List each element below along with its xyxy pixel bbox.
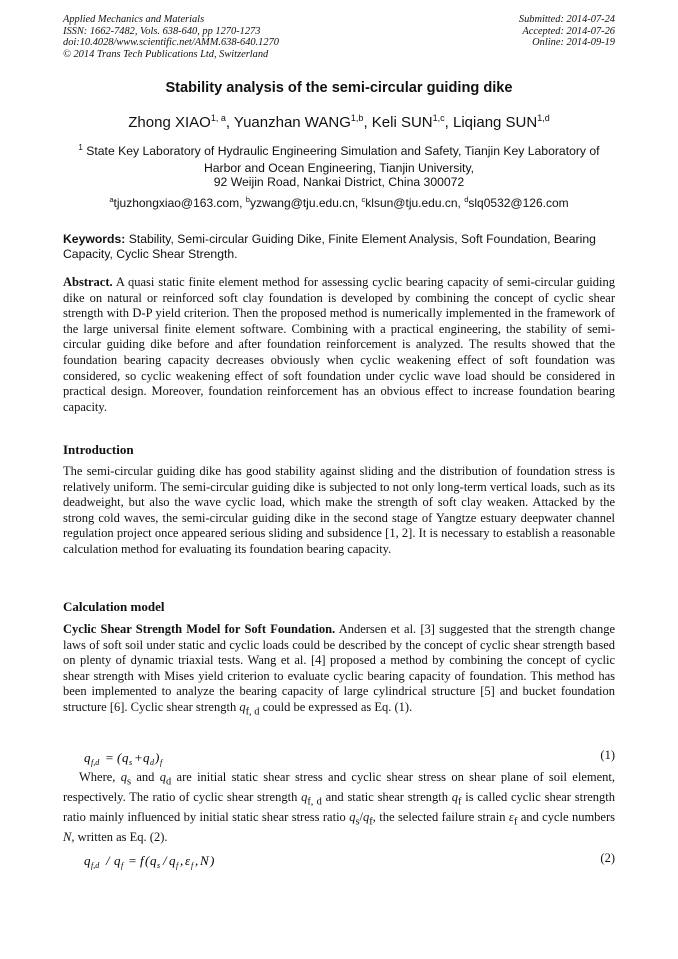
- svg-text:+: +: [134, 750, 143, 765]
- paragraph-text: are initial static shear stress and cyclic shear stress on shear plane of soil element, respectively. The ratio of cyclic shear strength: [63, 770, 615, 805]
- online-date: Online: 2014-09-19: [532, 37, 615, 49]
- author-affil-mark: 1,b: [350, 113, 364, 123]
- paragraph-text: /: [359, 810, 364, 825]
- svg-text:=: =: [128, 853, 137, 868]
- author-affil-mark: 1, a: [210, 113, 226, 123]
- symbol-subscript: f: [458, 796, 462, 808]
- journal-header-left: [63, 14, 279, 60]
- symbol-q: q: [120, 770, 127, 784]
- keywords: [63, 232, 615, 262]
- author-name: Liqiang SUN: [453, 114, 538, 131]
- paragraph-text: and: [131, 770, 160, 784]
- email-mark: d: [464, 195, 469, 204]
- svg-text:): ): [155, 750, 160, 765]
- symbol-subscript: s: [355, 816, 360, 828]
- svg-text:N: N: [200, 853, 209, 868]
- svg-text:d: d: [150, 758, 154, 767]
- keywords-text: Stability, Semi-circular Guiding Dike, Finite Element Analysis, Soft Foundation, Bearing Capacity, Cyclic Shear Strength.: [63, 232, 596, 261]
- svg-text:f: f: [176, 861, 179, 870]
- svg-text:q: q: [114, 853, 121, 868]
- svg-text:f,d: f,d: [91, 861, 100, 870]
- svg-text:q: q: [84, 750, 91, 765]
- svg-text:q: q: [143, 750, 150, 765]
- email-link[interactable]: tjuzhongxiao@163.com: [113, 196, 240, 210]
- svg-text:s: s: [157, 861, 161, 870]
- paragraph-text: is called cyclic shear strength ratio mainly influenced by initial static shear stress ratio: [63, 790, 615, 825]
- issn-line: ISSN: 1662-7482, Vols. 638-640, pp 1270-1273: [63, 25, 261, 37]
- paragraph-text: , the selected failure strain: [372, 810, 509, 825]
- svg-text:/: /: [106, 853, 110, 868]
- paragraph-text: Andersen et al. [3] suggested that the strength change laws of soft soil under static and cyclic loads could be described by the concept of cyclic shear strength based on plenty of dynamic triaxial tests. Wang et al. [4] proposed a method by combining the concept of cyclic shear strength with Mises yield criterion to evaluate cyclic bearing capacity of foundation. This method has been implemented to analyze the bearing capacity of large cylindrical structure [5] and bucket foundation structure [6]. Cyclic shear strength: [63, 622, 616, 714]
- svg-text:f,d: f,d: [91, 758, 100, 767]
- svg-text:,: ,: [180, 853, 184, 868]
- symbol-subscript: d: [166, 776, 172, 788]
- svg-text:,: ,: [195, 853, 199, 868]
- symbol-epsilon: ε: [508, 810, 514, 825]
- keywords-label: Keywords:: [63, 232, 126, 246]
- accepted-date: Accepted: 2014-07-26: [522, 25, 615, 37]
- affiliation-text: State Key Laboratory of Hydraulic Engineering Simulation and Safety, Tianjin Key Laboratory of Harbor and Ocean Engineering, Tianjin University,: [86, 144, 600, 176]
- introduction-text: The semi-circular guiding dike has good stability against sliding and the distribution of foundation stress is relatively uniform. The semi-circular guiding dike is subjected to not only long-term vertical loads, such as its deadweight, but also the wave cyclic load, which make the strength of soft clay weaken. Attacked by the strong cold waves, the semi-circular guiding dike in the second stage of Yangtze estuary deepwater channel regulation project once appeared serious sliding and subsidence [1, 2]. It is necessary to establish a reasonable calculation method for evaluating its foundation bearing capacity.: [63, 464, 615, 556]
- affiliation: [63, 139, 615, 177]
- symbol-q: q: [363, 810, 370, 825]
- symbol-q: q: [159, 770, 166, 784]
- svg-text:f: f: [160, 758, 163, 767]
- paragraph-text: Where,: [79, 770, 121, 784]
- paragraph-text: and static shear strength: [321, 790, 452, 805]
- author-name: Zhong XIAO: [128, 114, 211, 131]
- svg-text:f: f: [191, 861, 194, 870]
- symbol-subscript: f: [513, 816, 518, 828]
- author-list: Zhong XIAO$^{1, a}$, Yuanzhan WANG$^{1,b}$, Keli SUN$^{1,c}$, Liqiang SUN$^{1,d}$: [128, 113, 550, 131]
- paragraph-text: , written as Eq. (2).: [71, 830, 168, 845]
- author-name: Keli SUN: [371, 114, 433, 131]
- email-link[interactable]: klsun@tju.edu.cn: [365, 196, 458, 210]
- svg-text:/: /: [163, 853, 167, 868]
- author-name: Yuanzhan WANG: [233, 114, 351, 131]
- abstract: [63, 275, 615, 415]
- equation-explanation: [63, 770, 615, 846]
- symbol-subscript: f, d: [307, 796, 322, 808]
- submitted-date: Submitted: 2014-07-24: [518, 14, 615, 25]
- symbol-q: q: [239, 699, 246, 714]
- email-mark: a: [109, 195, 114, 204]
- svg-text:q: q: [169, 853, 176, 868]
- equation-2-formula: [84, 851, 234, 871]
- email-link[interactable]: yzwang@tju.edu.cn: [249, 196, 355, 210]
- equation-1-number: (1): [600, 748, 615, 762]
- svg-text:q: q: [84, 853, 91, 868]
- symbol-subscript: f, d: [245, 706, 260, 718]
- equation-2-number: (2): [600, 851, 615, 865]
- svg-text:(: (: [145, 853, 150, 868]
- copyright-line: © 2014 Trans Tech Publications Ltd, Switzerland: [63, 48, 269, 60]
- symbol-subscript: s: [127, 776, 132, 788]
- subsection-heading: Cyclic Shear Strength Model for Soft Foundation.: [63, 622, 336, 636]
- symbol-subscript: f: [369, 816, 373, 828]
- symbol-q: q: [301, 790, 308, 805]
- author-affil-mark: 1,d: [537, 113, 550, 123]
- abstract-text: A quasi static finite element method for assessing cyclic bearing capacity of semi-circular guiding dike on natural or reinforced soft clay foundation is developed by combining the concept of cyclic shear strength with D-P yield criterion. Then the proposed method is numerically implemented in the framework of the large universal finite element software. Combining with a practical engineering, the stability of semi-circular guiding dike before and after foundation reinforcement is analyzed. The results showed that the foundation bearing capacity decreases obviously when cyclic weakening effect of soft foundation was considered, so cyclic weakening effect of soft foundation under cyclic wave load should be considered in practical design. Moreover, foundation reinforcement has an obvious effect to increase foundation bearing capacity.: [63, 275, 615, 414]
- calculation-model-paragraph: [63, 622, 615, 720]
- affiliation-address: 92 Weijin Road, Nankai District, China 300072: [213, 175, 465, 189]
- paragraph-text: could be expressed as Eq. (1).: [262, 699, 413, 714]
- author-emails: $^a$tjuzhongxiao@163.com, $^b$yzwang@tju.edu.cn, $^c$klsun@tju.edu.cn, $^d$slq0532@126.com: [109, 195, 569, 210]
- abstract-label: Abstract.: [63, 275, 113, 289]
- email-mark: b: [245, 195, 250, 204]
- symbol-q: q: [451, 790, 459, 805]
- email-mark: c: [361, 195, 366, 204]
- paper-title: Stability analysis of the semi-circular guiding dike: [165, 80, 513, 96]
- svg-text:): ): [210, 853, 215, 868]
- email-link[interactable]: slq0532@126.com: [468, 196, 569, 210]
- svg-text:s: s: [129, 758, 133, 767]
- doi-line[interactable]: doi:10.4028/www.scientific.net/AMM.638-640.1270: [63, 37, 279, 49]
- svg-text:f: f: [140, 853, 144, 868]
- journal-header-right: [519, 14, 615, 49]
- symbol-n: N: [63, 830, 72, 845]
- calculation-model-heading: Calculation model: [63, 599, 165, 614]
- journal-name: Applied Mechanics and Materials: [63, 14, 205, 25]
- author-affil-mark: 1,c: [432, 113, 445, 123]
- affiliation-mark: 1: [78, 143, 83, 152]
- introduction-heading: Introduction: [63, 442, 134, 457]
- equation-1-formula: [84, 748, 174, 768]
- svg-text:= (: = (: [105, 750, 122, 765]
- svg-text:q: q: [122, 750, 129, 765]
- symbol-q: q: [349, 810, 356, 825]
- svg-text:f: f: [121, 861, 124, 870]
- svg-text:q: q: [150, 853, 157, 868]
- paragraph-text: and cycle numbers: [517, 810, 615, 825]
- equation-1: [84, 748, 174, 772]
- equation-2: [84, 851, 234, 875]
- svg-text:ε: ε: [185, 853, 191, 868]
